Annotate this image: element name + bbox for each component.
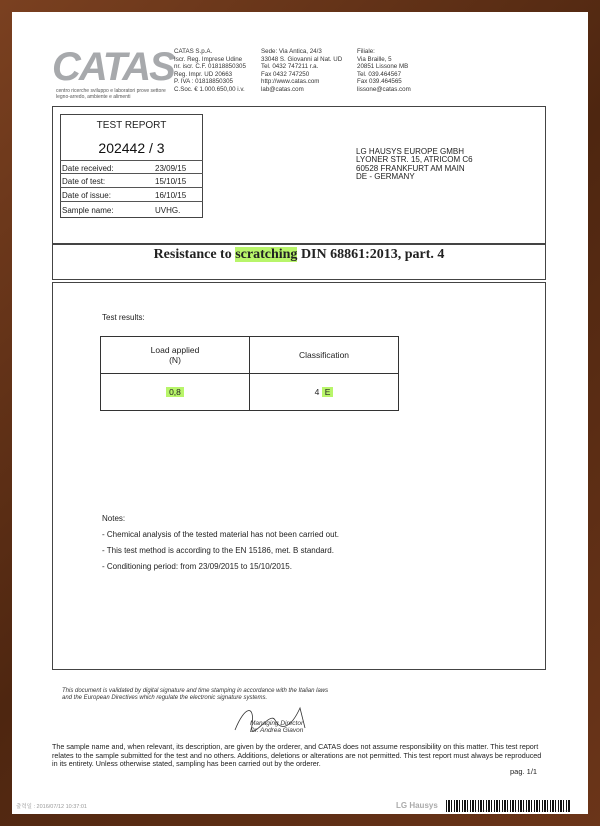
branch-line: Filiale: bbox=[357, 48, 375, 55]
lg-hausys-brand: LG Hausys bbox=[396, 801, 438, 810]
report-number: 202442 / 3 bbox=[98, 140, 165, 156]
recipient-address bbox=[356, 148, 473, 182]
classification-value-cell bbox=[249, 373, 399, 411]
test-title bbox=[52, 247, 546, 263]
notes-label: Notes: bbox=[102, 514, 126, 523]
note-item: - Chemical analysis of the tested material has not been carried out. bbox=[102, 530, 340, 539]
divider bbox=[60, 173, 203, 174]
load-value-cell bbox=[100, 373, 250, 411]
logo-subtitle: centro ricerche sviluppo e laboratori prove settore legno-arredo, ambiente e alimenti bbox=[56, 88, 166, 100]
company-line: nr. iscr. C.F. 01818850305 bbox=[174, 63, 246, 71]
classification-header: Classification bbox=[298, 350, 350, 360]
address-line: LG HAUSYS EUROPE GMBH bbox=[356, 147, 465, 156]
page-number: pag. 1/1 bbox=[510, 767, 538, 776]
note-item: - Conditioning period: from 23/09/2015 to 15/10/2015. bbox=[102, 562, 292, 571]
date-of-issue-label: Date of issue: bbox=[62, 191, 111, 200]
load-value: 0,8 bbox=[166, 387, 184, 397]
classification-number: 4 bbox=[314, 387, 320, 397]
address-line: DE - GERMANY bbox=[356, 172, 415, 182]
date-of-test-label: Date of test: bbox=[62, 177, 106, 186]
branch-line: Fax 039.464565 bbox=[357, 78, 402, 86]
company-line: P. IVA : 01818850305 bbox=[174, 78, 233, 86]
branch-line: Via Braille, 5 bbox=[357, 55, 392, 63]
company-line: Reg. Impr. UD 20663 bbox=[174, 70, 233, 78]
company-line: CATAS S.p.A. bbox=[174, 48, 213, 55]
load-header: Load applied bbox=[150, 345, 200, 355]
classification-letter: E bbox=[322, 387, 334, 397]
divider bbox=[60, 187, 203, 188]
address-line: 60528 FRANKFURT AM MAIN bbox=[356, 163, 465, 173]
date-of-test-value: 15/10/15 bbox=[155, 177, 187, 186]
test-results-label: Test results: bbox=[102, 313, 145, 322]
footer-disclaimer: The sample name and, when relevant, its description, are given by the orderer, and CATAS does not assume responsibility on this matter. This test report relates to the sample submitted for the test and no others. Additions, deletions or alterations are not permitted. This test report must always be reproduced in its entirety. Unless otherwise stated, sampling has been carried out by the orderer. bbox=[52, 742, 542, 769]
letterhead-branch-col bbox=[357, 48, 411, 94]
divider bbox=[60, 160, 203, 161]
note-item: - This test method is according to the EN 15186, met. B standard. bbox=[102, 546, 334, 555]
load-unit: (N) bbox=[169, 355, 181, 365]
sample-name-value: UVHG. bbox=[155, 206, 181, 215]
catas-logo: CATAS bbox=[52, 45, 174, 89]
hq-line: 33048 S. Giovanni al Nat. UD bbox=[261, 55, 343, 63]
signatory-role: Managing Director bbox=[250, 720, 304, 727]
letterhead-hq-col bbox=[261, 48, 342, 94]
company-line: C.Soc. € 1.000.650,00 i.v. bbox=[174, 85, 245, 93]
report-title: TEST REPORT bbox=[96, 120, 167, 131]
signatory-name: Dr. Andrea Giavon bbox=[250, 727, 304, 734]
sample-name-label: Sample name: bbox=[62, 206, 114, 215]
barcode bbox=[446, 800, 570, 812]
date-received-label: Date received: bbox=[62, 164, 114, 173]
signature-block bbox=[250, 720, 303, 734]
hq-line: Sede: Via Antica, 24/3 bbox=[261, 48, 322, 55]
title-text: DIN 68861:2013, part. 4 bbox=[297, 247, 445, 262]
hq-line: Fax 0432 747250 bbox=[261, 70, 310, 78]
load-header-cell bbox=[100, 336, 250, 374]
hq-line: http://www.catas.com bbox=[261, 78, 320, 86]
date-of-issue-value: 16/10/15 bbox=[155, 191, 187, 200]
hq-line: Tel. 0432 747211 r.a. bbox=[261, 63, 319, 71]
title-highlight: scratching bbox=[235, 247, 298, 262]
hq-line: lab@catas.com bbox=[261, 85, 304, 93]
classification-header-cell bbox=[249, 336, 399, 374]
branch-line: lissone@catas.com bbox=[357, 85, 411, 93]
print-timestamp: 출력일 : 2016/07/12 10:37:01 bbox=[16, 804, 87, 810]
date-received-value: 23/09/15 bbox=[155, 164, 187, 173]
divider bbox=[60, 201, 203, 202]
branch-line: 20851 Lissone MB bbox=[357, 63, 409, 71]
company-line: Iscr. Reg. Imprese Udine bbox=[174, 55, 243, 63]
branch-line: Tel. 039.464567 bbox=[357, 70, 402, 78]
title-text: Resistance to bbox=[153, 247, 236, 262]
digital-signature-disclaimer: This document is validated by digital signature and time stamping in accordance with the Italian laws and the European Directives which regulate the electronic signature systems. bbox=[62, 688, 329, 701]
letterhead-company-col bbox=[174, 48, 246, 94]
address-line: LYONER STR. 15, ATRICOM C6 bbox=[356, 155, 473, 165]
